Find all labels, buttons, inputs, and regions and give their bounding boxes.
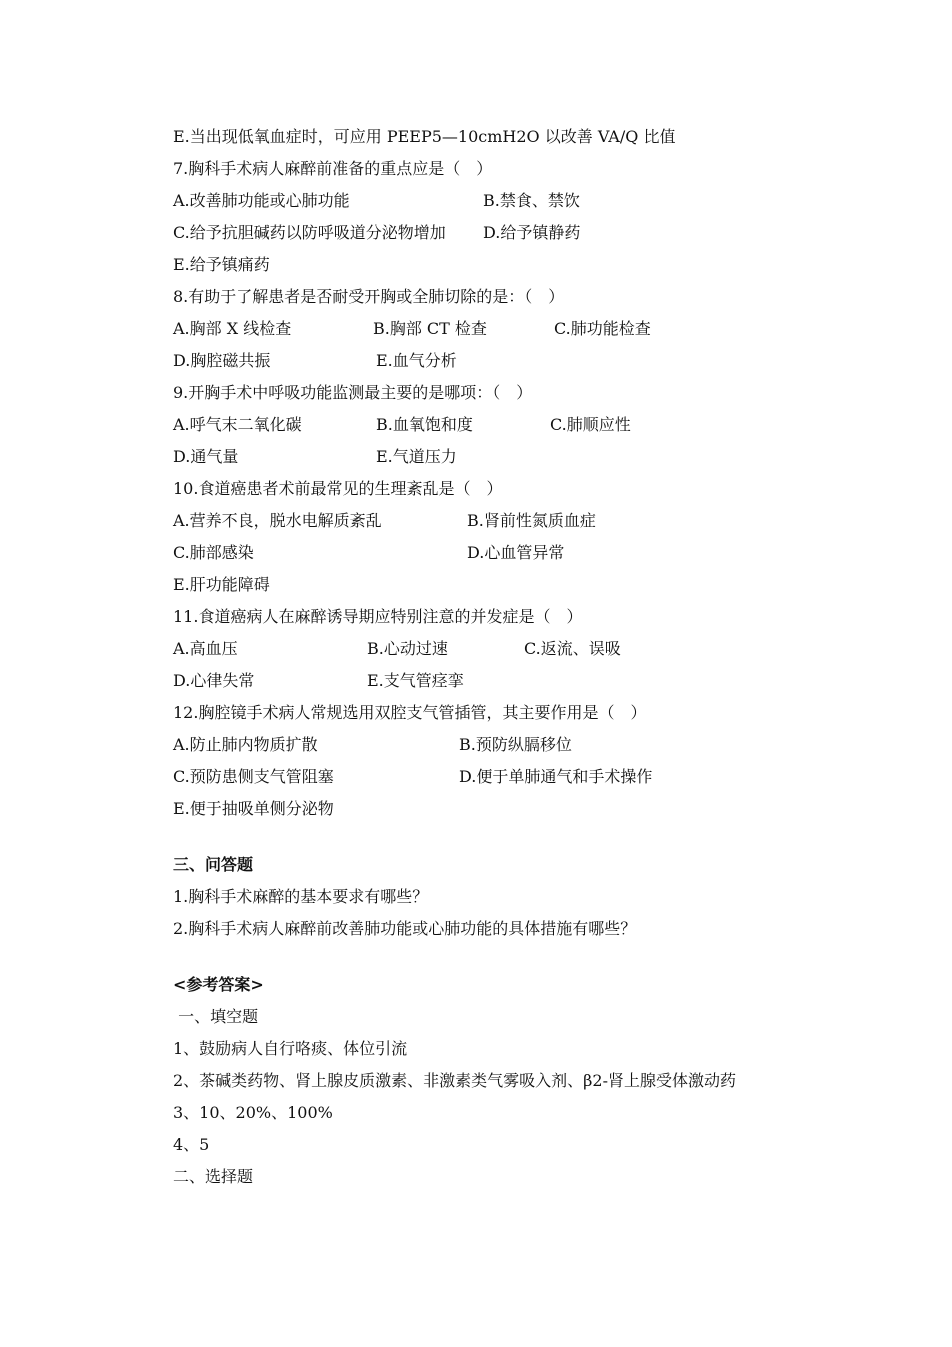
q10-option-a: A.营养不良，脱水电解质紊乱 — [173, 511, 382, 530]
q11-options-row-2 — [173, 665, 873, 697]
q8-options-row-1 — [173, 313, 873, 345]
q9-option-a: A.呼气末二氧化碳 — [173, 415, 302, 434]
q8-option-d: D.胸腔磁共振 — [173, 351, 271, 370]
essay-question-2: 2.胸科手术病人麻醉前改善肺功能或心肺功能的具体措施有哪些？ — [173, 919, 637, 938]
q9-options-row-1 — [173, 409, 873, 441]
q11-options-row-1 — [173, 633, 873, 665]
q8-option-a: A.胸部 X 线检查 — [173, 319, 292, 338]
q10-question: 10.食道癌患者术前最常见的生理紊乱是（ ） — [173, 479, 503, 498]
q8-question: 8.有助于了解患者是否耐受开胸或全肺切除的是：（ ） — [173, 287, 565, 306]
answer-item-1: 1、鼓励病人自行咯痰、体位引流 — [173, 1039, 408, 1058]
q7-option-c: C.给予抗胆碱药以防呼吸道分泌物增加 — [173, 223, 446, 242]
q9-question: 9.开胸手术中呼吸功能监测最主要的是哪项：（ ） — [173, 383, 533, 402]
answer-item-3: 3、10、20%、100% — [173, 1103, 333, 1122]
q7-question: 7.胸科手术病人麻醉前准备的重点应是（ ） — [173, 159, 493, 178]
q12-options-row-2 — [173, 761, 873, 793]
q7-option-b: B.禁食、禁饮 — [483, 191, 580, 210]
q7-option-d: D.给予镇静药 — [483, 223, 581, 242]
q11-option-e: E.支气管痉挛 — [367, 671, 464, 690]
q12-options-row-3 — [173, 793, 873, 825]
q8-option-c: C.肺功能检查 — [554, 319, 651, 338]
q8-option-b: B.胸部 CT 检查 — [373, 319, 487, 338]
q11-question: 11.食道癌病人在麻醉诱导期应特别注意的并发症是（ ） — [173, 607, 583, 626]
q12-options-row-1 — [173, 729, 873, 761]
q9-option-e: E.气道压力 — [376, 447, 457, 466]
q8-options-row-2 — [173, 345, 873, 377]
answers-part1-heading: 一、填空题 — [173, 1007, 259, 1026]
q12-option-c: C.预防患侧支气管阻塞 — [173, 767, 334, 786]
q10-option-e: E.肝功能障碍 — [173, 575, 270, 594]
q12-question: 12.胸腔镜手术病人常规选用双腔支气管插管，其主要作用是（ ） — [173, 703, 647, 722]
q7-options-row-3 — [173, 249, 873, 281]
q7-options-row-1 — [173, 185, 873, 217]
spacer — [173, 945, 873, 969]
q9-option-b: B.血氧饱和度 — [376, 415, 473, 434]
q7-options-row-2 — [173, 217, 873, 249]
q10-option-b: B.肾前性氮质血症 — [467, 511, 596, 530]
section-3-heading: 三、问答题 — [173, 855, 254, 874]
q12-option-d: D.便于单肺通气和手术操作 — [459, 767, 653, 786]
q10-options-row-1 — [173, 505, 873, 537]
q10-options-row-3 — [173, 569, 873, 601]
q12-option-e: E.便于抽吸单侧分泌物 — [173, 799, 334, 818]
spacer — [173, 825, 873, 849]
q11-option-a: A.高血压 — [173, 639, 238, 658]
q11-option-c: C.返流、误吸 — [524, 639, 621, 658]
q7-option-a: A.改善肺功能或心肺功能 — [173, 191, 350, 210]
q10-option-d: D.心血管异常 — [467, 543, 565, 562]
q9-options-row-2 — [173, 441, 873, 473]
answers-heading: <参考答案> — [173, 975, 264, 994]
q10-option-c: C.肺部感染 — [173, 543, 254, 562]
q9-option-d: D.通气量 — [173, 447, 239, 466]
q6-option-e: E.当出现低氧血症时，可应用 PEEP5—10cmH2O 以改善 VA/Q 比值 — [173, 127, 676, 146]
q7-option-e: E.给予镇痛药 — [173, 255, 270, 274]
q11-option-b: B.心动过速 — [367, 639, 448, 658]
answer-item-2: 2、茶碱类药物、肾上腺皮质激素、非激素类气雾吸入剂、β2-肾上腺受体激动药 — [173, 1071, 737, 1090]
answers-part2-heading: 二、选择题 — [173, 1167, 254, 1186]
answer-item-4: 4、5 — [173, 1135, 210, 1154]
q9-option-c: C.肺顺应性 — [550, 415, 631, 434]
q10-options-row-2 — [173, 537, 873, 569]
document-page — [173, 121, 873, 1193]
q12-option-b: B.预防纵膈移位 — [459, 735, 572, 754]
q8-option-e: E.血气分析 — [376, 351, 457, 370]
q11-option-d: D.心律失常 — [173, 671, 255, 690]
q12-option-a: A.防止肺内物质扩散 — [173, 735, 318, 754]
essay-question-1: 1.胸科手术麻醉的基本要求有哪些？ — [173, 887, 429, 906]
